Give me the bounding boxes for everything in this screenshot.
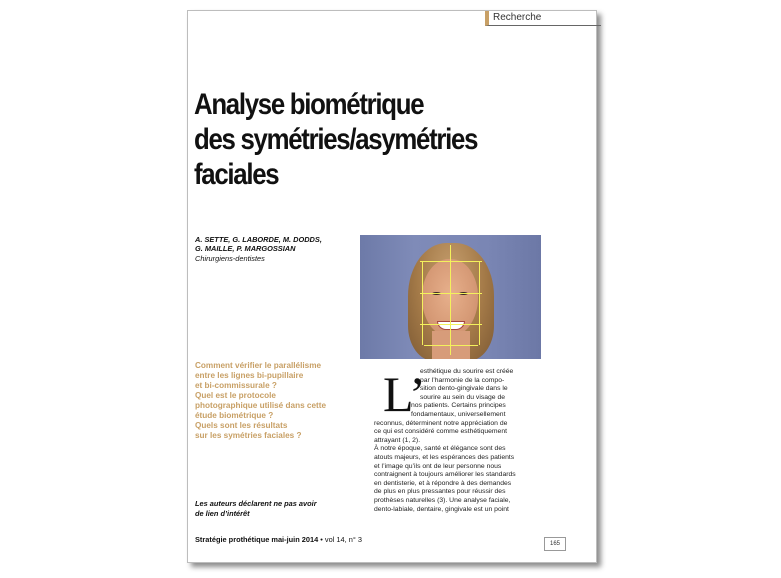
journal-volume: • vol 14, n° 3 <box>318 535 362 544</box>
lead-line: sur les symétries faciales ? <box>195 431 302 440</box>
body-line: À notre époque, santé et élégance sont des <box>374 445 506 453</box>
guide-line-bicommissural <box>420 324 482 325</box>
guide-line-chin <box>424 345 478 346</box>
body-line: atouts majeurs, et les espérances des patients <box>374 453 515 461</box>
disclaimer-line: de lien d’intérêt <box>195 508 250 518</box>
body-line: sition dento-gingivale dans le <box>420 385 508 393</box>
journal-footer <box>195 535 362 544</box>
lead-line: étude biométrique ? <box>195 411 274 420</box>
guide-line-bipupillary <box>420 293 482 294</box>
authors-line: G. MAILLE, P. MARGOSSIAN <box>195 244 296 253</box>
body-line: nos patients. Certains principes <box>411 402 506 410</box>
lead-line: photographique utilisé dans cette <box>195 401 327 410</box>
lead-line: Quels sont les résultats <box>195 421 288 430</box>
disclaimer-line: Les auteurs déclarent ne pas avoir <box>195 499 317 508</box>
drop-cap: L’ <box>383 366 426 422</box>
lead-questions <box>195 361 345 441</box>
lead-line: Comment vérifier le parallélisme <box>195 361 322 370</box>
title-line: des symétries/asymétries <box>194 123 478 156</box>
authors <box>195 235 365 253</box>
body-line: contraignent à toujours améliorer les standards <box>374 471 516 479</box>
body-line: sourire au sein du visage de <box>420 393 506 401</box>
title-line: faciales <box>194 158 279 191</box>
authors-role: Chirurgiens-dentistes <box>195 254 265 263</box>
body-line: reconnus, déterminent notre appréciation de <box>374 419 508 427</box>
guide-line-forehead <box>420 261 482 262</box>
body-line: de plus en plus pressantes pour réussir des <box>374 488 506 496</box>
lead-line: Quel est le protocole <box>195 391 276 400</box>
body-line: ce qui est considéré comme esthétiquement <box>374 428 507 436</box>
guide-line-right <box>479 261 480 345</box>
body-column <box>374 368 538 514</box>
body-line: et l’image qu’ils ont de leur personne nous <box>374 462 502 470</box>
body-line: attrayant (1, 2). <box>374 436 421 444</box>
page-number: 165 <box>544 537 566 551</box>
guide-line-left <box>422 261 423 345</box>
journal-name: Stratégie prothétique mai-juin 2014 <box>195 535 319 544</box>
authors-line: A. SETTE, G. LABORDE, M. DODDS, <box>195 235 322 244</box>
body-line: esthétique du sourire est créée <box>420 368 514 375</box>
lead-line: et bi-commissurale ? <box>195 381 277 390</box>
journal-page <box>187 10 597 563</box>
conflict-disclaimer <box>195 499 355 518</box>
article-title <box>194 87 486 192</box>
section-label: Recherche <box>485 11 601 26</box>
body-line: fondamentaux, universellement <box>411 410 506 418</box>
body-line: prothèses naturelles (3). Une analyse faciale, <box>374 496 511 504</box>
body-line: par l’harmonie de la compo- <box>420 376 505 384</box>
body-line: en dentisterie, et à répondre à des demandes <box>374 479 512 487</box>
guide-line-midline <box>450 245 451 355</box>
face-photo <box>360 235 541 359</box>
body-line: dento-labiale, dentaire, gingivale est un point <box>374 505 509 513</box>
title-line: Analyse biométrique <box>194 88 424 121</box>
lead-line: entre les lignes bi-pupillaire <box>195 371 304 380</box>
